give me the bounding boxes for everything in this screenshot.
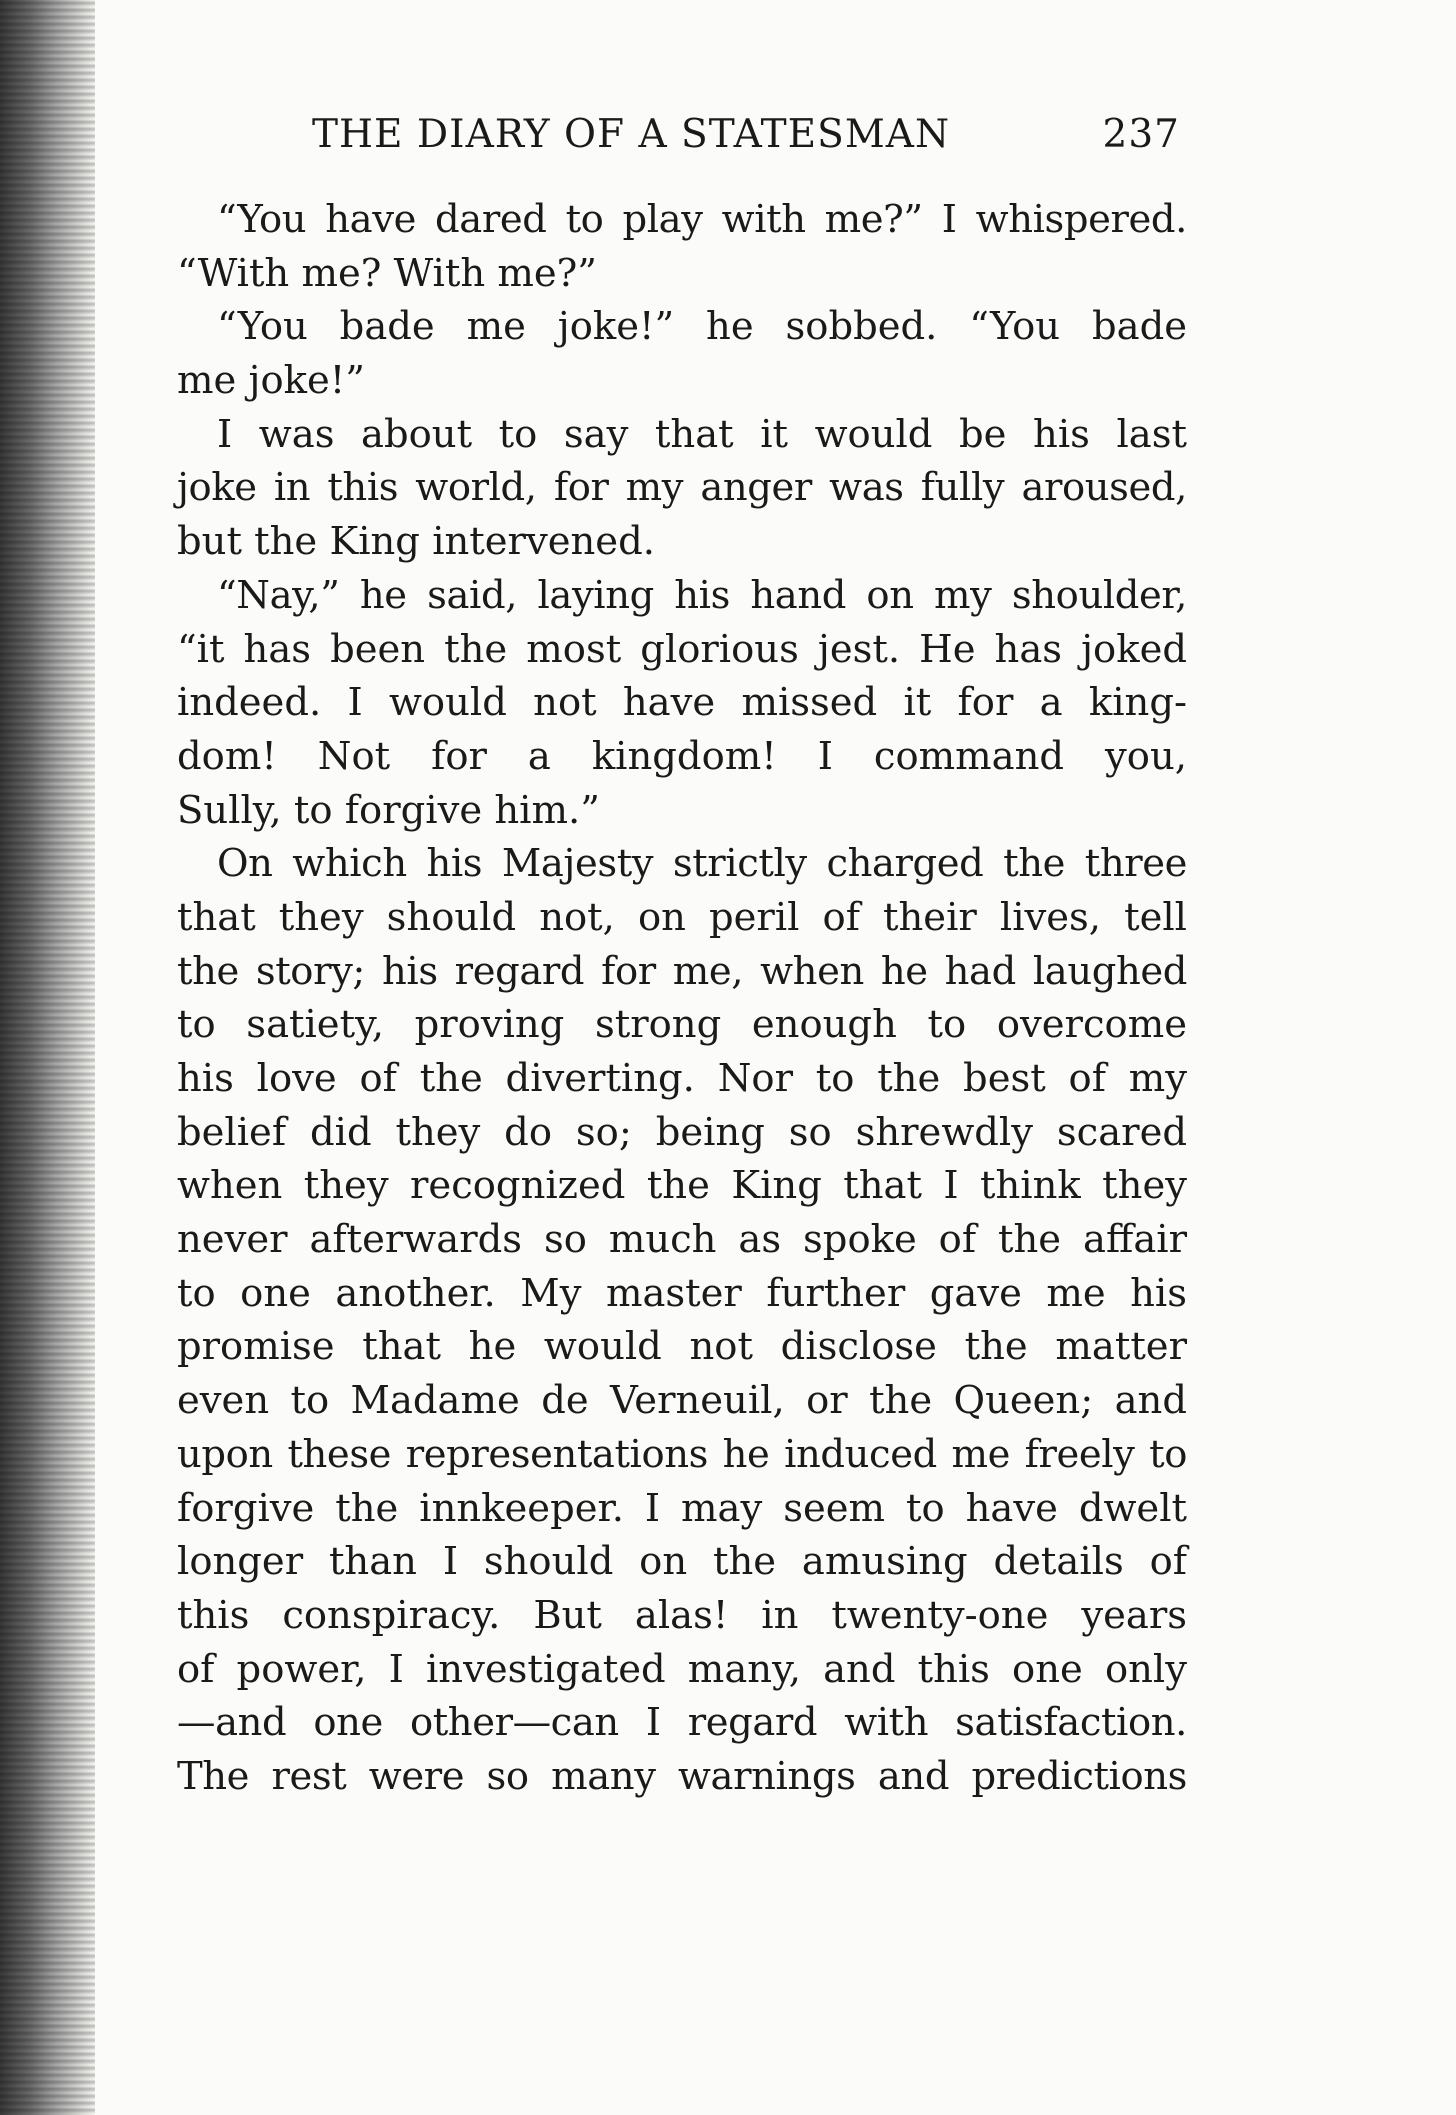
- text-line: dom! Not for a kingdom! I command you,: [177, 733, 1187, 779]
- text-line: this conspiracy. But alas! in twenty-one years: [177, 1592, 1187, 1638]
- text-line: even to Madame de Verneuil, or the Queen; and: [177, 1378, 1187, 1424]
- body-text: [177, 193, 1187, 1804]
- text-line: to satiety, proving strong enough to overcome: [177, 1002, 1187, 1048]
- text-line: I was about to say that it would be his last: [217, 411, 1187, 457]
- text-line: upon these representations he induced me freely to: [177, 1431, 1187, 1477]
- page-number: 237: [1102, 112, 1180, 157]
- text-line: of power, I investigated many, and this one only: [177, 1646, 1187, 1692]
- text-line: but the King intervened.: [177, 519, 655, 565]
- text-line: joke in this world, for my anger was fully aroused,: [177, 465, 1187, 511]
- text-line: belief did they do so; being so shrewdly scared: [177, 1109, 1187, 1155]
- text-line: to one another. My master further gave me his: [177, 1270, 1187, 1316]
- text-line: The rest were so many warnings and predictions: [177, 1753, 1187, 1799]
- text-line: “With me? With me?”: [177, 250, 597, 296]
- text-line: that they should not, on peril of their lives, tell: [177, 894, 1187, 940]
- text-line: “You bade me joke!” he sobbed. “You bade: [217, 304, 1187, 350]
- text-line: —and one other—can I regard with satisfaction.: [177, 1700, 1187, 1746]
- text-line: longer than I should on the amusing details of: [177, 1539, 1187, 1585]
- text-line: “Nay,” he said, laying his hand on my shoulder,: [217, 572, 1187, 618]
- page-binding-edge: [0, 0, 95, 2115]
- text-line: “You have dared to play with me?” I whispered.: [217, 197, 1187, 242]
- text-line: forgive the innkeeper. I may seem to have dwelt: [177, 1485, 1187, 1531]
- text-line: when they recognized the King that I think they: [177, 1163, 1187, 1209]
- text-line: On which his Majesty strictly charged the three: [217, 841, 1187, 887]
- text-line: Sully, to forgive him.”: [177, 787, 600, 833]
- text-line: promise that he would not disclose the matter: [177, 1324, 1187, 1370]
- running-head: [312, 112, 1180, 172]
- text-line: his love of the diverting. Nor to the best of my: [177, 1056, 1187, 1101]
- running-title: THE DIARY OF A STATESMAN: [312, 112, 951, 157]
- text-line: indeed. I would not have missed it for a king-: [177, 680, 1187, 726]
- text-line: the story; his regard for me, when he had laughed: [177, 948, 1187, 994]
- text-line: me joke!”: [177, 358, 365, 404]
- text-line: never afterwards so much as spoke of the affair: [177, 1217, 1187, 1263]
- text-line: “it has been the most glorious jest. He has joked: [177, 626, 1187, 672]
